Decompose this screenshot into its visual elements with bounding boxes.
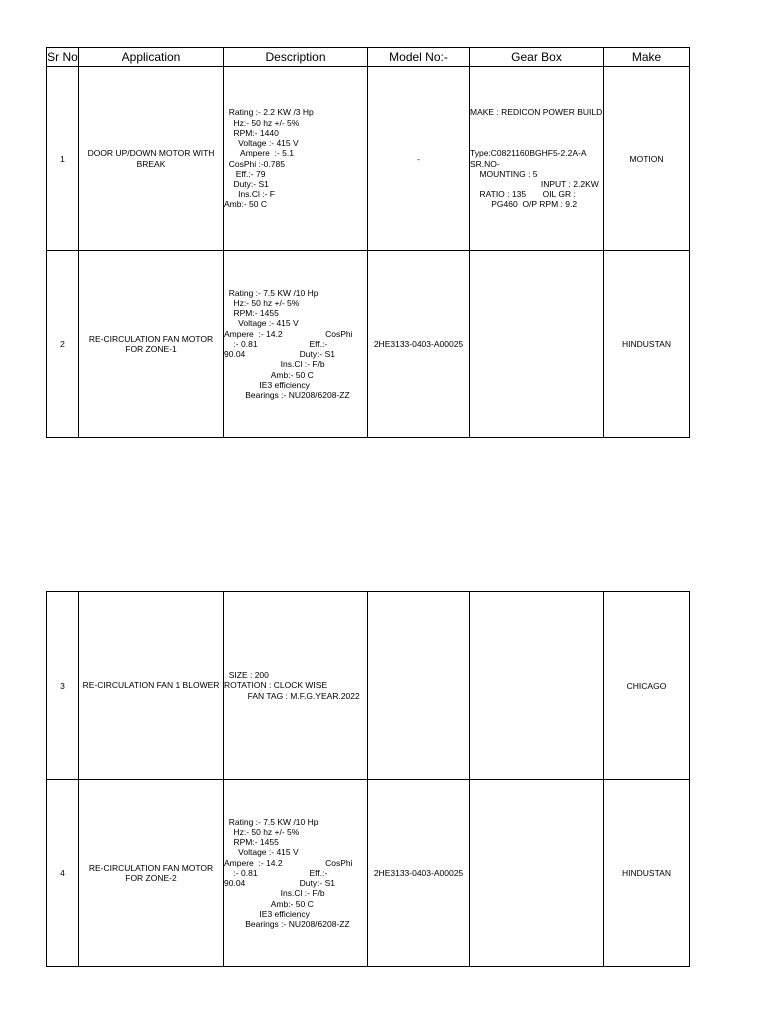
table-row	[47, 67, 690, 251]
make-cell: HINDUSTAN	[604, 780, 690, 967]
gear-box-cell	[470, 592, 604, 780]
model-no-cell: 2HE3133-0403-A00025	[368, 780, 470, 967]
sr-no-cell: 2	[47, 251, 79, 438]
header-row	[47, 48, 690, 67]
sr-no-cell: 1	[47, 67, 79, 251]
table-row	[47, 592, 690, 780]
model-no-cell: -	[368, 67, 470, 251]
description-cell: Rating :- 7.5 KW /10 Hp Hz:- 50 hz +/- 5% RPM:- 1455 Voltage :- 415 V Ampere :- 14.2 CosPhi :- 0.81 Eff.:- 90.04 Duty:- S1 Ins.Cl :- F/b Amb:- 50 C IE3 efficiency Bearings :- NU208/6208-ZZ	[224, 780, 368, 967]
make-cell: MOTION	[604, 67, 690, 251]
description-cell: Rating :- 7.5 KW /10 Hp Hz:- 50 hz +/- 5% RPM:- 1455 Voltage :- 415 V Ampere :- 14.2 CosPhi :- 0.81 Eff.:- 90.04 Duty:- S1 Ins.Cl :- F/b Amb:- 50 C IE3 efficiency Bearings :- NU208/6208-ZZ	[224, 251, 368, 438]
header-sr-no: Sr No	[47, 48, 79, 67]
header-description: Description	[224, 48, 368, 67]
equipment-table-top	[46, 47, 690, 438]
make-cell: CHICAGO	[604, 592, 690, 780]
table-row	[47, 780, 690, 967]
equipment-table-bottom	[46, 591, 690, 967]
model-no-cell: 2HE3133-0403-A00025	[368, 251, 470, 438]
make-cell: HINDUSTAN	[604, 251, 690, 438]
application-cell: DOOR UP/DOWN MOTOR WITH BREAK	[79, 67, 224, 251]
application-cell: RE-CIRCULATION FAN 1 BLOWER	[79, 592, 224, 780]
gear-box-cell	[470, 251, 604, 438]
description-cell: Rating :- 2.2 KW /3 Hp Hz:- 50 hz +/- 5% RPM:- 1440 Voltage :- 415 V Ampere :- 5.1 CosPhi :-0.785 Eff.:- 79 Duty:- S1 Ins.Cl :- F Amb:- 50 C	[224, 67, 368, 251]
gear-box-cell	[470, 780, 604, 967]
application-cell: RE-CIRCULATION FAN MOTOR FOR ZONE-2	[79, 780, 224, 967]
application-cell: RE-CIRCULATION FAN MOTOR FOR ZONE-1	[79, 251, 224, 438]
table-row	[47, 251, 690, 438]
header-application: Application	[79, 48, 224, 67]
header-model-no: Model No:-	[368, 48, 470, 67]
header-make: Make	[604, 48, 690, 67]
sr-no-cell: 4	[47, 780, 79, 967]
header-gear-box: Gear Box	[470, 48, 604, 67]
gear-box-cell: MAKE : REDICON POWER BUILD Type:C0821160BGHF5-2.2A-A SR.NO- MOUNTING : 5 INPUT : 2.2KW RATIO : 135 OIL GR : PG460 O/P RPM : 9.2	[470, 67, 604, 251]
sr-no-cell: 3	[47, 592, 79, 780]
model-no-cell	[368, 592, 470, 780]
description-cell: SIZE : 200 ROTATION : CLOCK WISE FAN TAG : M.F.G.YEAR.2022	[224, 592, 368, 780]
